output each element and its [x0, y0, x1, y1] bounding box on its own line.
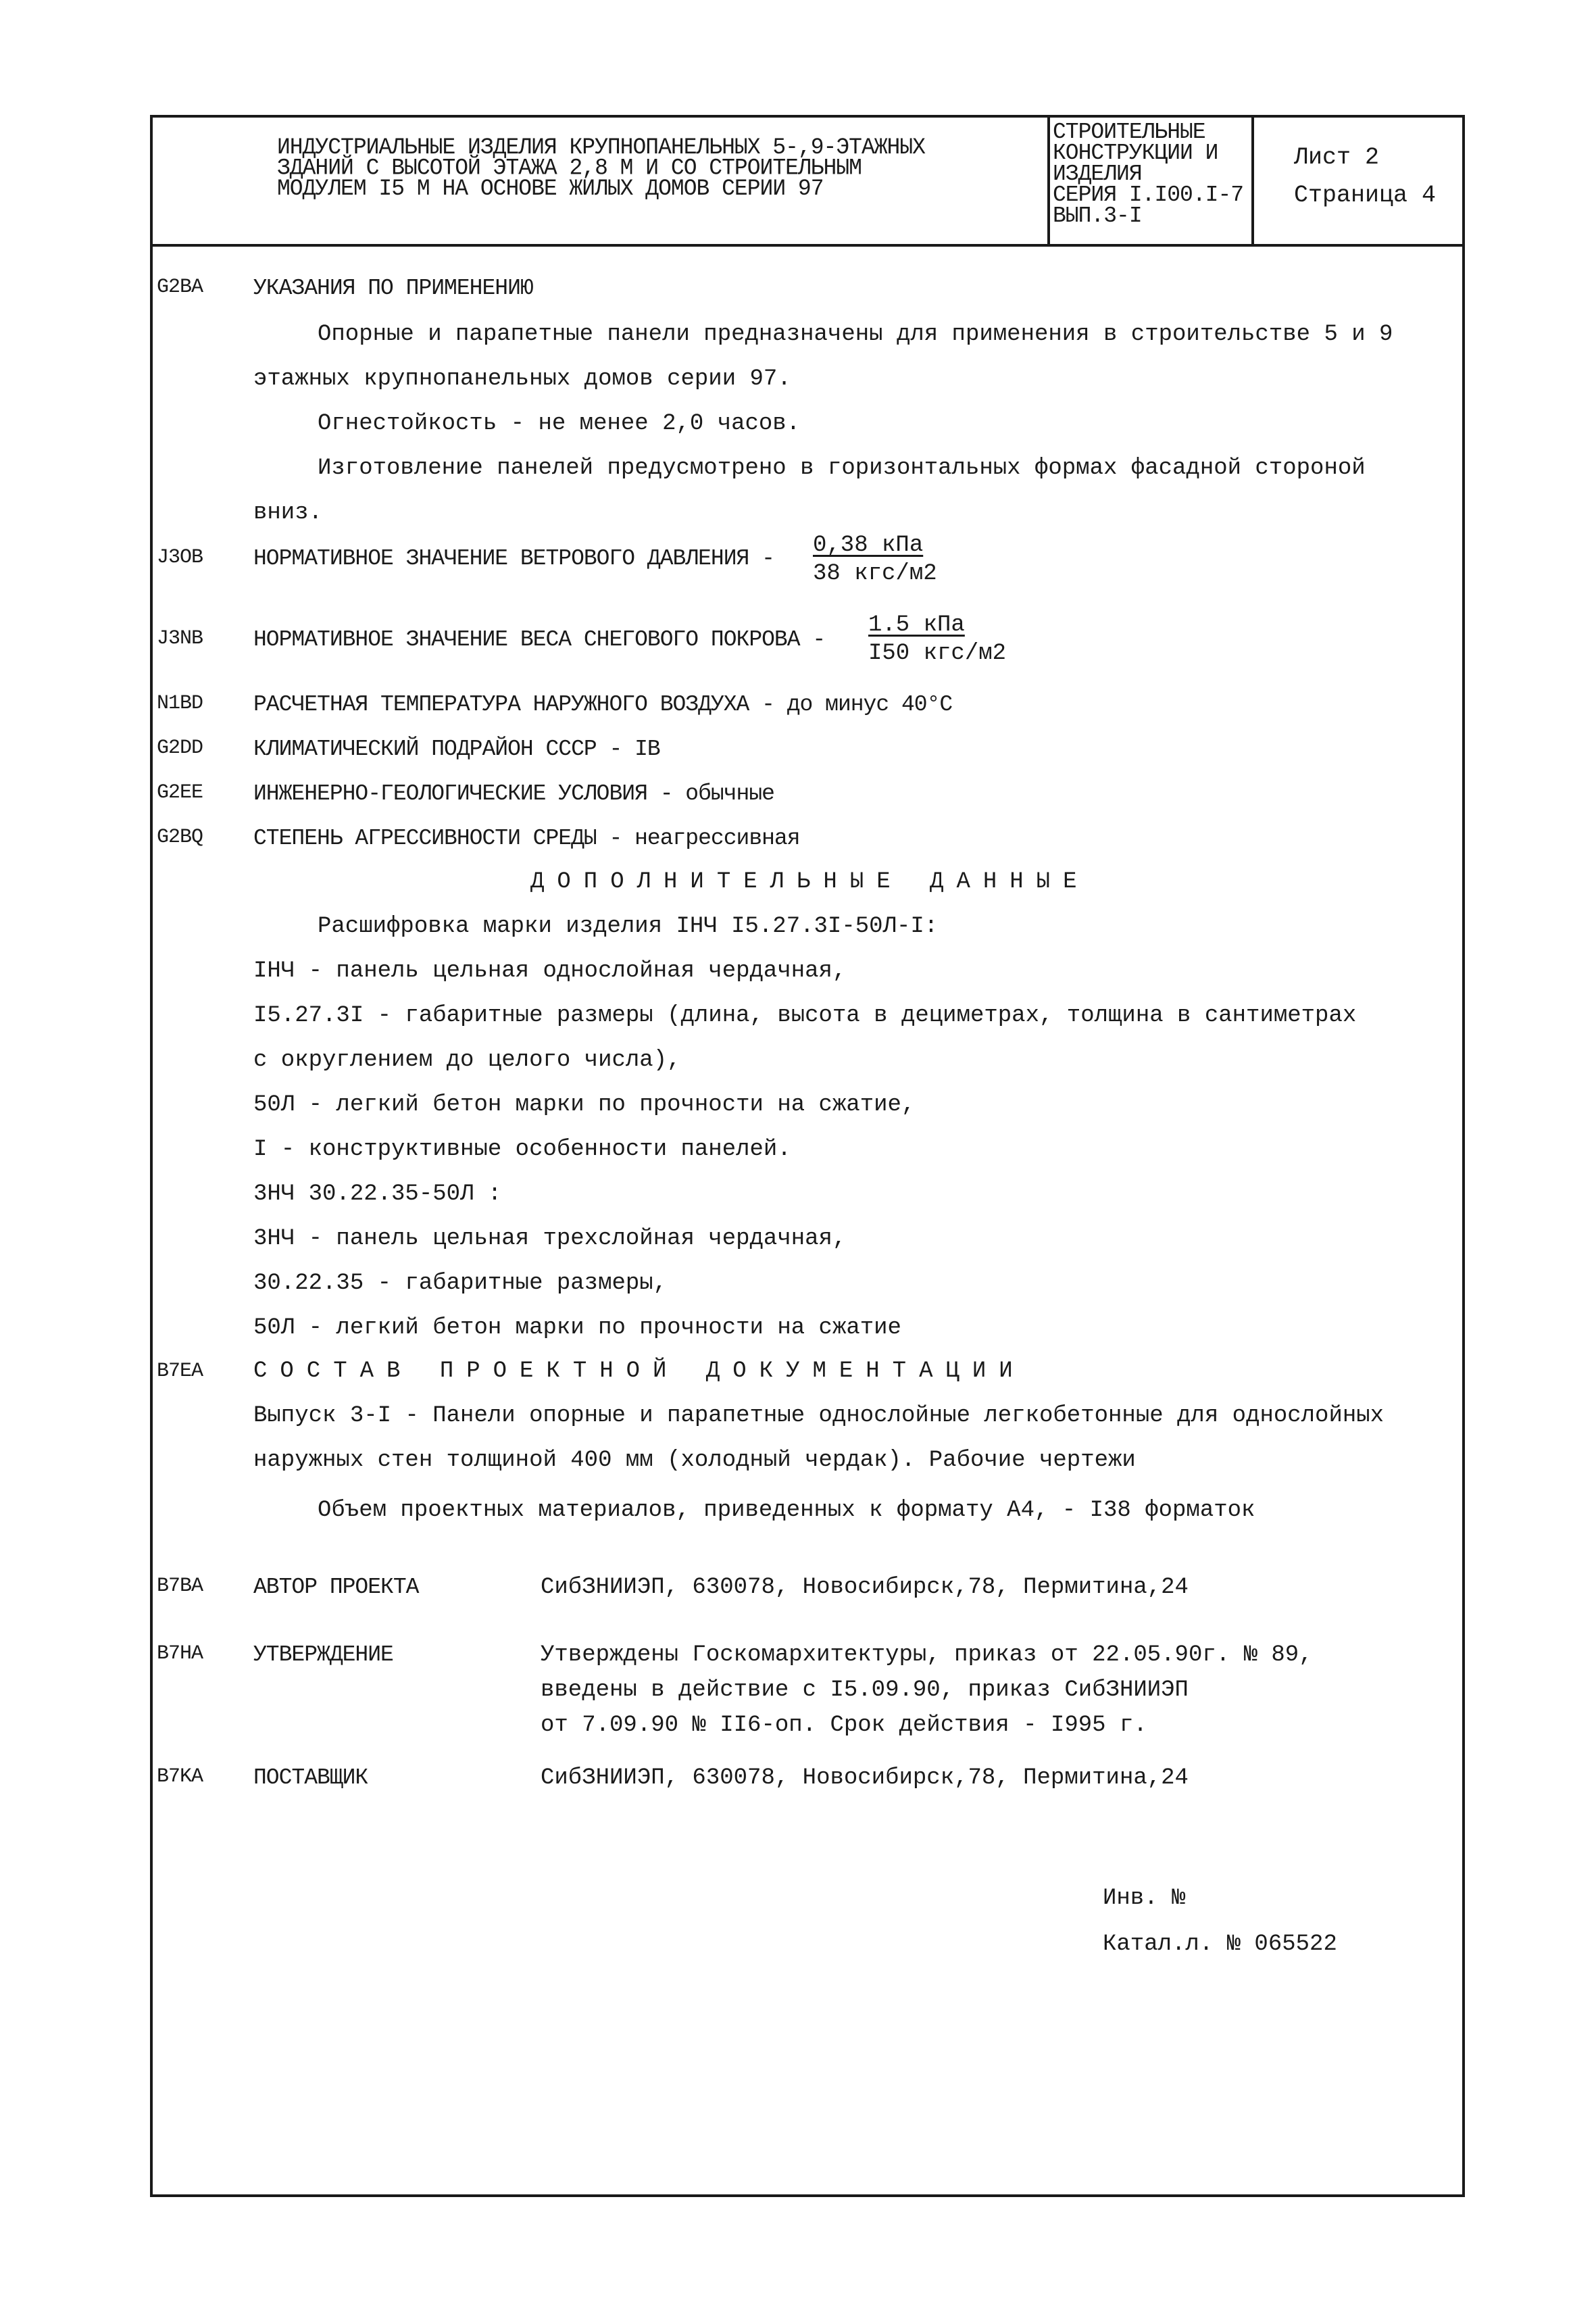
additional-line: 30.22.35 - габаритные размеры,: [253, 1271, 668, 1296]
additional-line: IНЧ - панель цельная однослойная чердачная,: [253, 958, 847, 984]
header-title: [277, 134, 1020, 202]
additional-line: с округлением до целого числа),: [253, 1048, 681, 1073]
additional-line: 50Л - легкий бетон марки по прочности на сжатие: [253, 1315, 901, 1341]
supplier-value: СибЗНИИЭП, 630078, Новосибирск,78, Пермитина,24: [541, 1765, 1189, 1791]
wind-label: НОРМАТИВНОЕ ЗНАЧЕНИЕ ВЕТРОВОГО ДАВЛЕНИЯ -: [253, 546, 774, 571]
section-code: J3NB: [157, 627, 203, 650]
wind-kpa: 0,38 кПа: [813, 533, 924, 558]
approval-line: от 7.09.90 № II6-оп. Срок действия - I995 г.: [541, 1713, 1147, 1738]
section-code: G2BA: [157, 276, 203, 299]
author-label: АВТОР ПРОЕКТА: [253, 1575, 419, 1600]
supplier-label: ПОСТАВЩИК: [253, 1765, 368, 1790]
section-code: J3OB: [157, 546, 203, 569]
catalog-number: Катал.л. № 065522: [1103, 1931, 1337, 1957]
additional-line: I - конструктивные особенности панелей.: [253, 1137, 791, 1162]
section-code: B7HA: [157, 1642, 203, 1665]
snow-kpa: 1.5 кПа: [868, 612, 965, 638]
additional-line: 3НЧ 30.22.35-50Л :: [253, 1181, 502, 1207]
header-title-line: МОДУЛЕМ I5 М НА ОСНОВЕ ЖИЛЫХ ДОМОВ СЕРИИ 97: [277, 175, 824, 202]
usage-heading: УКАЗАНИЯ ПО ПРИМЕНЕНИЮ: [253, 276, 533, 301]
additional-heading: ДОПОЛНИТЕЛЬНЫЕ ДАННЫЕ: [530, 869, 1090, 895]
header-series-line: СЕРИЯ I.I00.I-7: [1053, 182, 1244, 207]
usage-line: Огнестойкость - не менее 2,0 часов.: [318, 411, 801, 437]
section-code: G2BQ: [157, 826, 203, 849]
approval-label: УТВЕРЖДЕНИЕ: [253, 1642, 393, 1667]
documentation-heading: СОСТАВ ПРОЕКТНОЙ ДОКУМЕНТАЦИИ: [253, 1358, 1026, 1384]
param-aggression: СТЕПЕНЬ АГРЕССИВНОСТИ СРЕДЫ - неагрессивная: [253, 826, 800, 851]
header-series-line: СТРОИТЕЛЬНЫЕ: [1053, 120, 1205, 145]
header-series-line: КОНСТРУКЦИИ И: [1053, 141, 1218, 166]
wind-value: [813, 533, 937, 587]
section-code: G2DD: [157, 737, 203, 760]
author-value: СибЗНИИЭП, 630078, Новосибирск,78, Пермитина,24: [541, 1575, 1189, 1600]
header-divider-1: [1047, 115, 1050, 247]
snow-label: НОРМАТИВНОЕ ЗНАЧЕНИЕ ВЕСА СНЕГОВОГО ПОКРОВА -: [253, 627, 826, 652]
approval-line: введены в действие с I5.09.90, приказ СибЗНИИЭП: [541, 1677, 1189, 1703]
param-geology: ИНЖЕНЕРНО-ГЕОЛОГИЧЕСКИЕ УСЛОВИЯ - обычные: [253, 781, 774, 806]
usage-line: этажных крупнопанельных домов серии 97.: [253, 366, 791, 392]
wind-kgs: 38 кгс/м2: [813, 561, 937, 587]
section-code: B7BA: [157, 1575, 203, 1598]
approval-line: Утверждены Госкомархитектуры, приказ от 22.05.90г. № 89,: [541, 1642, 1313, 1668]
usage-line: Изготовление панелей предусмотрено в горизонтальных формах фасадной стороной: [318, 456, 1366, 481]
inventory-number: Инв. №: [1103, 1886, 1186, 1911]
page-number: Страница 4: [1294, 182, 1437, 209]
header-series-line: ВЫП.3-I: [1053, 203, 1142, 228]
sheet-number: Лист 2: [1294, 144, 1380, 171]
header-title-line: ИНДУСТРИАЛЬНЫЕ ИЗДЕЛИЯ КРУПНОПАНЕЛЬНЫХ 5-,9-ЭТАЖНЫХ: [277, 134, 925, 161]
snow-kgs: I50 кгс/м2: [868, 641, 1007, 666]
documentation-line: наружных стен толщиной 400 мм (холодный чердак). Рабочие чертежи: [253, 1448, 1136, 1473]
section-code: N1BD: [157, 692, 203, 715]
header-series: [1053, 122, 1255, 226]
additional-line: Расшифровка марки изделия IНЧ I5.27.3I-50Л-I:: [318, 914, 939, 939]
usage-line: вниз.: [253, 500, 323, 526]
header-sheet-info: [1294, 139, 1436, 214]
header-title-line: ЗДАНИЙ С ВЫСОТОЙ ЭТАЖА 2,8 М И СО СТРОИТЕЛЬНЫМ: [277, 155, 862, 181]
section-code: B7KA: [157, 1765, 203, 1788]
header-series-line: ИЗДЕЛИЯ: [1053, 162, 1142, 187]
usage-line: Опорные и парапетные панели предназначены для применения в строительстве 5 и 9: [318, 322, 1393, 347]
additional-line: 3НЧ - панель цельная трехслойная чердачная,: [253, 1226, 847, 1252]
additional-line: I5.27.3I - габаритные размеры (длина, высота в дециметрах, толщина в сантиметрах: [253, 1003, 1357, 1029]
param-climate: КЛИМАТИЧЕСКИЙ ПОДРАЙОН СССР - IВ: [253, 737, 660, 762]
param-temperature: РАСЧЕТНАЯ ТЕМПЕРАТУРА НАРУЖНОГО ВОЗДУХА - до минус 40°С: [253, 692, 953, 717]
documentation-line: Объем проектных материалов, приведенных к формату А4, - I38 форматок: [318, 1498, 1255, 1523]
section-code: B7EA: [157, 1360, 203, 1383]
documentation-line: Выпуск 3-I - Панели опорные и парапетные однослойные легкобетонные для однослойных: [253, 1403, 1385, 1429]
snow-value: [868, 612, 1006, 666]
additional-line: 50Л - легкий бетон марки по прочности на сжатие,: [253, 1092, 916, 1118]
section-code: G2EE: [157, 781, 203, 804]
